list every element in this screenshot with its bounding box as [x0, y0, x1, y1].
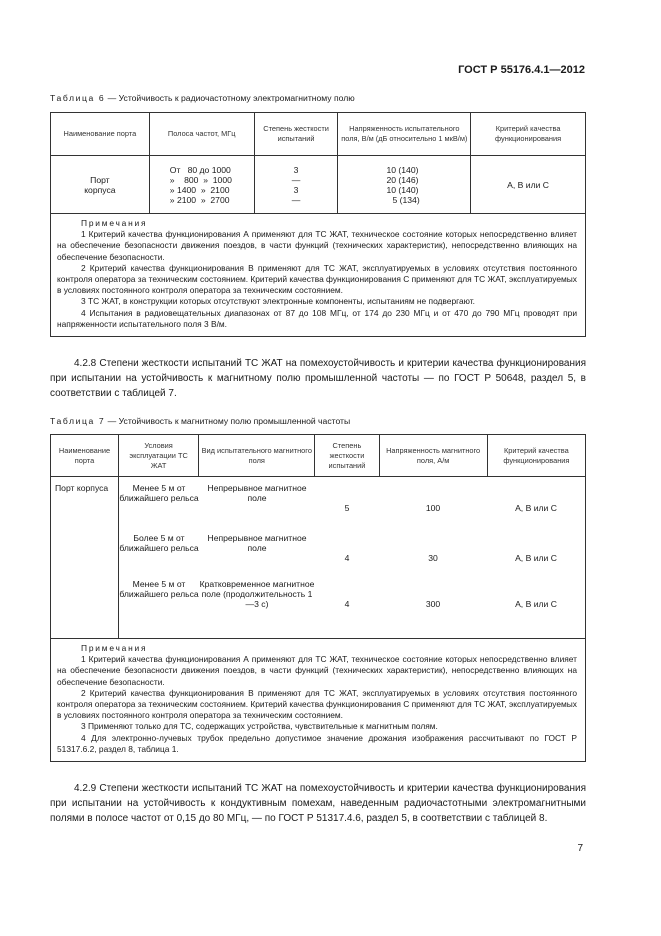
table6-port-line1: Порт: [90, 174, 110, 185]
table6-fields-cell: [338, 156, 471, 214]
table7-note: 3 Применяют только для ТС, содержащих устройства, чувствительные к магнитным полям.: [81, 721, 438, 732]
table-row: [119, 579, 585, 637]
table6-col-field: Напряженность испытательного поля, В/м (дБ относительно 1 мкВ/м): [338, 113, 471, 156]
table6-col-port: Наименование порта: [51, 113, 150, 156]
table7-strength: 300: [425, 599, 441, 609]
table7-notes-title: Примечания: [81, 643, 148, 653]
table6-notes-title: Примечания: [81, 218, 148, 228]
table7: [50, 434, 586, 762]
table7-col-strength: Напряженность магнитного поля, А/м: [379, 435, 487, 477]
table7-condition: Менее 5 м от ближайшего рельса: [119, 483, 199, 503]
table6-field: 10 (140): [386, 164, 419, 175]
table7-caption-prefix: Таблица 7: [50, 416, 106, 426]
table7-col-field-type: Вид испытательного магнитного поля: [199, 435, 315, 477]
paragraph-4-2-9-text: 4.2.9 Степени жесткости испытаний ТС ЖАТ на помехоустойчивость и критерии качества функционирования при испытании на устойчивость к кондуктивным помехам, наведенным радиочастотными электромагнитными полями в полосе частот от 0,15 до 80 МГц, — по ГОСТ Р 51317.4.6, раздел 5, в соответствии с таблицей 8.: [50, 783, 586, 824]
table6-note: 1 Критерий качества функционирования А применяют для ТС ЖАТ, техническое состояние которых непосредственно влияет на обеспечение безопасности движения поездов, в части функций (технических характеристик), непосредственно влияющих на обеспечение безопасности.: [57, 229, 577, 262]
paragraph-4-2-8-text: 4.2.8 Степени жесткости испытаний ТС ЖАТ на помехоустойчивость и критерии качества функционирования при испытании на устойчивость к магнитному полю промышленной частоты — по ГОСТ Р 50648, раздел 5, в соответствии с таблицей 7.: [50, 358, 586, 399]
table6-field: 5 (134): [392, 194, 420, 205]
table7-level: 5: [344, 503, 350, 513]
table7-level: 4: [344, 553, 350, 563]
table6-port-cell: [51, 156, 150, 214]
table7-criteria: А, В или С: [515, 503, 557, 513]
table6-note: 4 Испытания в радиовещательных диапазонах от 87 до 108 МГц, от 174 до 230 МГц и от 470 до 790 МГц проводят при напряженности испытательного поля 3 В/м.: [57, 307, 577, 329]
table7-port-cell: Порт корпуса: [51, 477, 119, 639]
table6-caption-text: — Устойчивость к радиочастотному электромагнитному полю: [105, 93, 355, 103]
table6-level: 3: [293, 184, 299, 195]
table7-col-level: Степень жесткости испытаний: [315, 435, 379, 477]
table6-level: —: [291, 194, 301, 205]
table6-col-level: Степень жесткости испытаний: [254, 113, 338, 156]
table7-condition: Более 5 м от ближайшего рельса: [119, 533, 199, 553]
table6-caption-prefix: Таблица 6: [50, 93, 106, 103]
table6-field: 20 (146): [386, 174, 419, 185]
document-header: ГОСТ Р 55176.4.1—2012: [458, 64, 585, 76]
table7-note: 1 Критерий качества функционирования А применяют для ТС ЖАТ, техническое состояние которых непосредственно влияет на обеспечение безопасности движения поездов, в части функций (технических характеристик), непосредственно влияющих на обеспечение безопасности.: [57, 654, 577, 687]
table6-bands-cell: [149, 156, 254, 214]
table7-col-criteria: Критерий качества функционирования: [487, 435, 585, 477]
table6-band: От 80 до 1000: [169, 164, 231, 175]
table6-caption: [50, 93, 355, 103]
table7-condition: Менее 5 м от ближайшего рельса: [119, 579, 199, 599]
table7-level: 4: [344, 599, 350, 609]
table6-note: 3 ТС ЖАТ, в конструкции которых отсутствуют электронные компоненты, испытаниям не подвергают.: [81, 296, 475, 307]
table6-port-line2: корпуса: [84, 184, 116, 195]
table6-note: 2 Критерий качества функционирования В применяют для ТС ЖАТ, эксплуатируемых в условиях отсутствия постоянного контроля оператора за техническим состоянием. Критерий качества функционирования С применяют для ТС ЖАТ, эксплуатируемых в условиях постоянного контроля оператора за техническим состоянием.: [57, 262, 577, 296]
table6-level: 3: [293, 164, 299, 175]
table6-band: » 1400 » 2100: [169, 184, 230, 195]
table6-col-criteria: Критерий качества функционирования: [471, 113, 586, 156]
table6-band: » 800 » 1000: [169, 174, 232, 185]
table7-notes: [51, 639, 586, 762]
table6-band: » 2100 » 2700: [169, 194, 230, 205]
table7-criteria: А, В или С: [515, 599, 557, 609]
table7-strength: 100: [425, 503, 441, 513]
page-number: 7: [577, 843, 583, 854]
table-row: [119, 533, 585, 579]
table7-caption-text: — Устойчивость к магнитному полю промышленной частоты: [105, 416, 351, 426]
paragraph-4-2-9: [50, 781, 586, 826]
table6-notes: [51, 214, 586, 337]
table6-criteria-cell: А, В или С: [471, 156, 586, 214]
table6-col-band: Полоса частот, МГц: [149, 113, 254, 156]
table6: [50, 112, 586, 337]
table6-level: —: [291, 174, 301, 185]
table7-body: [119, 477, 586, 639]
table7-criteria: А, В или С: [515, 553, 557, 563]
table7-caption: [50, 416, 350, 426]
table6-field: 10 (140): [386, 184, 419, 195]
table7-field-type: Непрерывное магнитное поле: [207, 483, 307, 503]
table7-field-type: Непрерывное магнитное поле: [207, 533, 307, 553]
table7-field-type: Кратковременное магнитное поле (продолжительность 1—3 с): [199, 579, 315, 609]
table7-col-port: Наименование порта: [51, 435, 119, 477]
paragraph-4-2-8: [50, 356, 586, 401]
table7-col-condition: Условия эксплуатации ТС ЖАТ: [119, 435, 199, 477]
table7-note: 4 Для электронно-лучевых трубок предельно допустимое значение дрожания изображения рассчитывают по ГОСТ Р 51317.6.2, раздел 8, таблица 1.: [57, 732, 577, 754]
table-row: [119, 483, 585, 533]
table6-levels-cell: [254, 156, 338, 214]
table7-strength: 30: [428, 553, 438, 563]
table7-note: 2 Критерий качества функционирования В применяют для ТС ЖАТ, эксплуатируемых в условиях отсутствия постоянного контроля оператора за техническим состоянием. Критерий качества функционирования С применяют для ТС ЖАТ, эксплуатируемых в условиях постоянного контроля оператора за техническим состоянием.: [57, 687, 577, 721]
